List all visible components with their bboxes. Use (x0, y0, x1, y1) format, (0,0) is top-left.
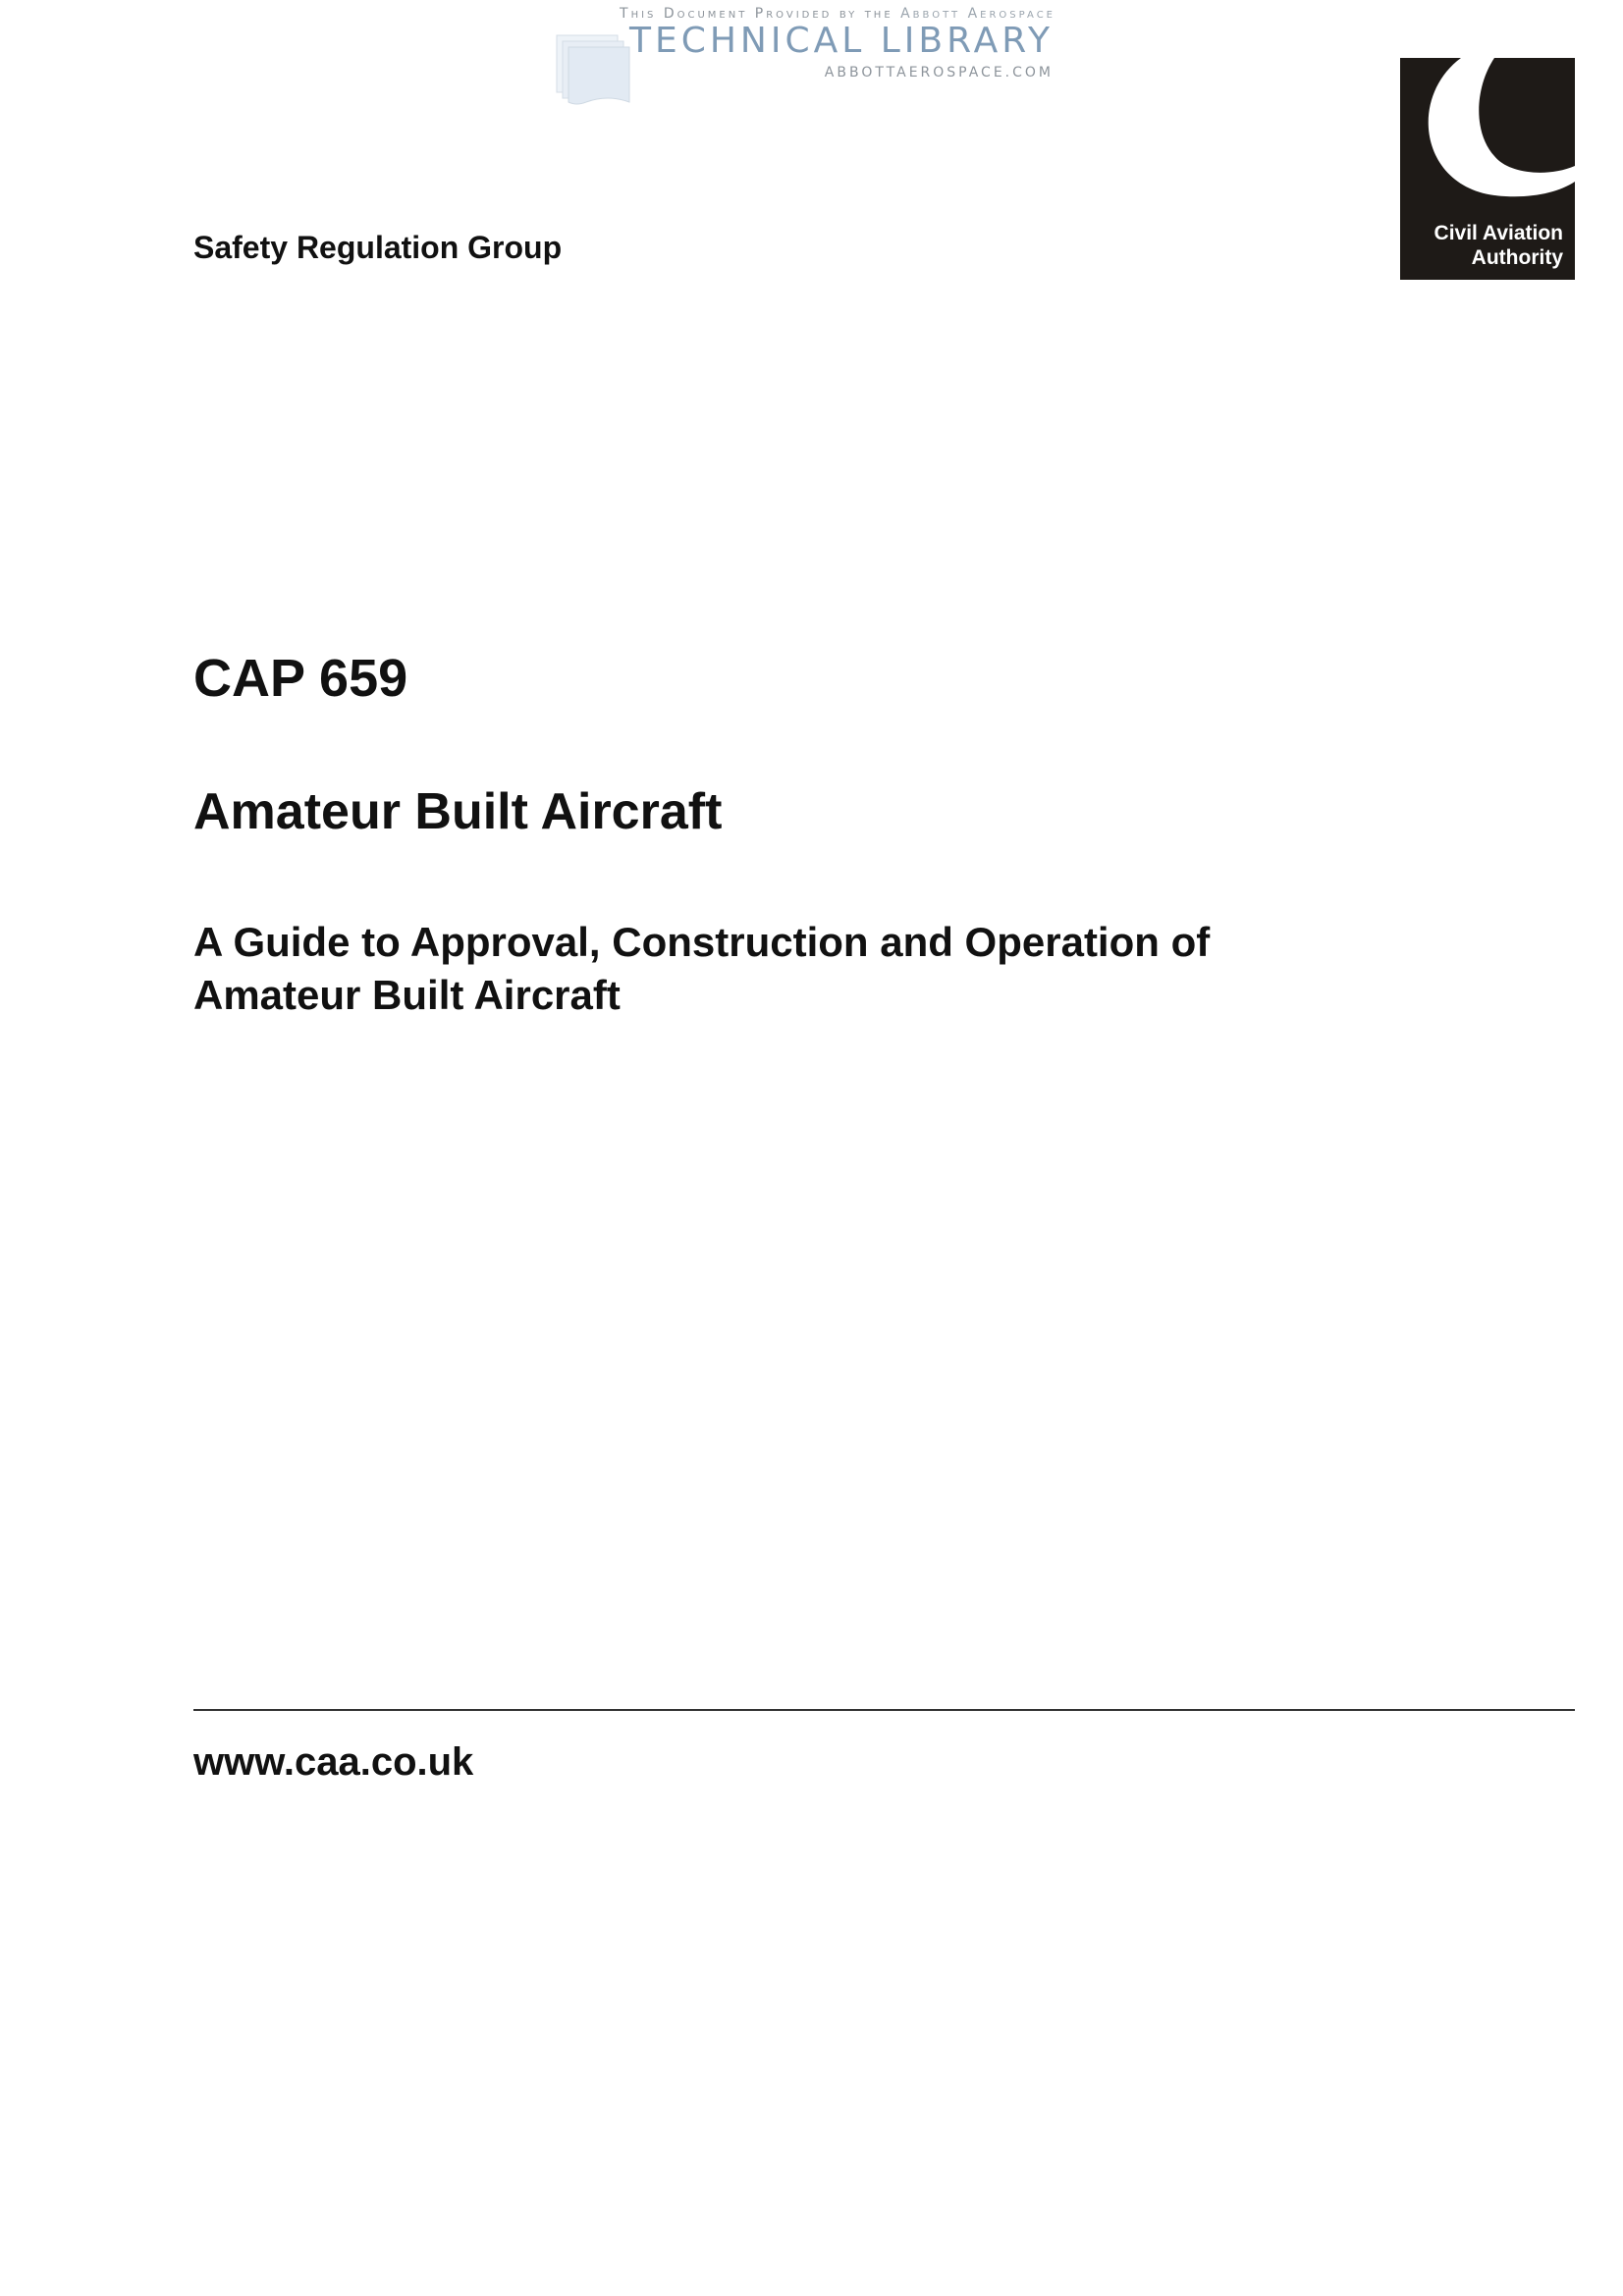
footer-divider (193, 1709, 1575, 1711)
watermark-website: ABBOTTAEROSPACE.COM (824, 65, 1054, 80)
library-watermark (545, 6, 1055, 114)
document-number: CAP 659 (193, 649, 408, 708)
watermark-brand-text: Abbott Aerospace (900, 6, 1055, 22)
caa-logo-text (1434, 221, 1563, 270)
caa-logo-line1: Civil Aviation (1434, 222, 1563, 244)
document-title: Amateur Built Aircraft (193, 783, 723, 840)
watermark-library-title: TECHNICAL LIBRARY (628, 21, 1054, 61)
caa-logo (1400, 58, 1575, 280)
organisation-group: Safety Regulation Group (193, 230, 563, 265)
document-subtitle-line2: Amateur Built Aircraft (193, 972, 621, 1018)
watermark-provider-text: This Document Provided by the (620, 6, 893, 22)
website-link[interactable]: www.caa.co.uk (193, 1740, 474, 1784)
caa-logo-line2: Authority (1471, 246, 1563, 269)
watermark-provider-line (545, 6, 1055, 22)
document-subtitle (193, 916, 1372, 1022)
document-subtitle-line1: A Guide to Approval, Construction and Operation of (193, 919, 1211, 965)
